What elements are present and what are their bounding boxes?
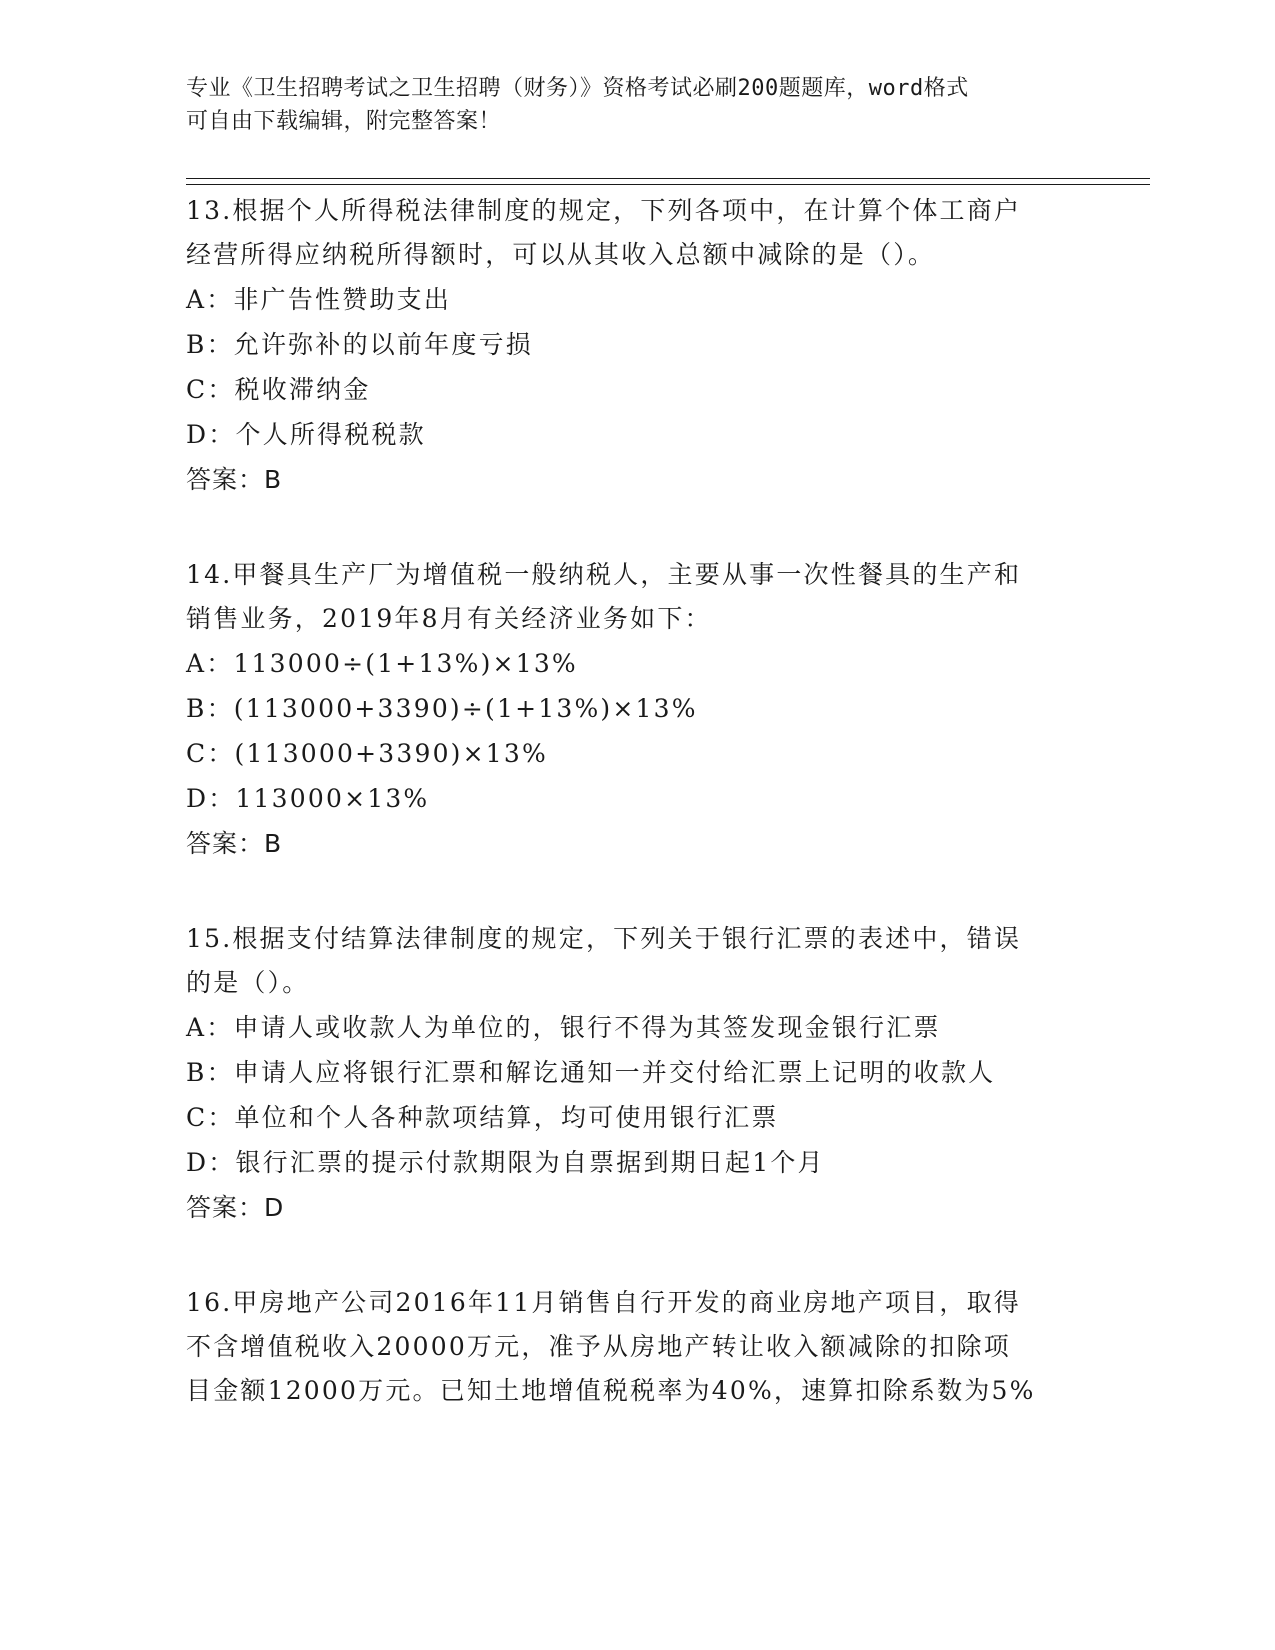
option-c: C：(113000+3390)×13%: [186, 739, 548, 768]
document-header: [186, 72, 1086, 138]
answer-label: 答案：B: [186, 829, 283, 858]
answer-label: 答案：B: [186, 465, 283, 494]
question-stem-line: 经营所得应纳税所得额时，可以从其收入总额中减除的是（）。: [186, 240, 936, 269]
question-stem: [186, 917, 1086, 1005]
option-b: B：允许弥补的以前年度亏损: [186, 330, 533, 359]
header-divider-bottom: [186, 184, 1150, 185]
header-title-line-1: 专业《卫生招聘考试之卫生招聘（财务）》资格考试必刷200题题库，word格式: [186, 76, 969, 101]
question-13: [186, 189, 1086, 503]
question-stem: [186, 189, 1086, 277]
answer-label: 答案：D: [186, 1193, 285, 1222]
option-a: A：非广告性赞助支出: [186, 285, 452, 314]
option-b: B：申请人应将银行汇票和解讫通知一并交付给汇票上记明的收款人: [186, 1058, 996, 1087]
option-d: D：银行汇票的提示付款期限为自票据到期日起1个月: [186, 1148, 825, 1177]
header-title-line-2: 可自由下载编辑，附完整答案！: [186, 109, 502, 134]
option-d: D：个人所得税税款: [186, 420, 426, 449]
option-a: A：申请人或收款人为单位的，银行不得为其签发现金银行汇票: [186, 1013, 941, 1042]
question-stem-line: 14.甲餐具生产厂为增值税一般纳税人，主要从事一次性餐具的生产和: [186, 560, 1022, 589]
option-c: C：单位和个人各种款项结算，均可使用银行汇票: [186, 1103, 779, 1132]
question-stem: [186, 1281, 1086, 1413]
question-stem-line: 16.甲房地产公司2016年11月销售自行开发的商业房地产项目，取得: [186, 1288, 1021, 1317]
header-divider-top: [186, 178, 1150, 179]
question-16: [186, 1281, 1086, 1413]
question-stem-line: 15.根据支付结算法律制度的规定，下列关于银行汇票的表述中，错误: [186, 924, 1022, 953]
question-14: [186, 553, 1086, 867]
question-stem: [186, 553, 1086, 641]
question-stem-line: 不含增值税收入20000万元，准予从房地产转让收入额减除的扣除项: [186, 1332, 1011, 1361]
question-stem-line: 目金额12000万元。已知土地增值税税率为40%，速算扣除系数为5%: [186, 1376, 1036, 1405]
question-stem-line: 销售业务，2019年8月有关经济业务如下：: [186, 604, 712, 633]
option-d: D：113000×13%: [186, 784, 430, 813]
question-stem-line: 的是（）。: [186, 968, 310, 997]
question-15: [186, 917, 1086, 1231]
option-b: B：(113000+3390)÷(1+13%)×13%: [186, 694, 698, 723]
question-stem-line: 13.根据个人所得税法律制度的规定，下列各项中，在计算个体工商户: [186, 196, 1022, 225]
option-a: A：113000÷(1+13%)×13%: [186, 649, 578, 678]
option-c: C：税收滞纳金: [186, 375, 371, 404]
